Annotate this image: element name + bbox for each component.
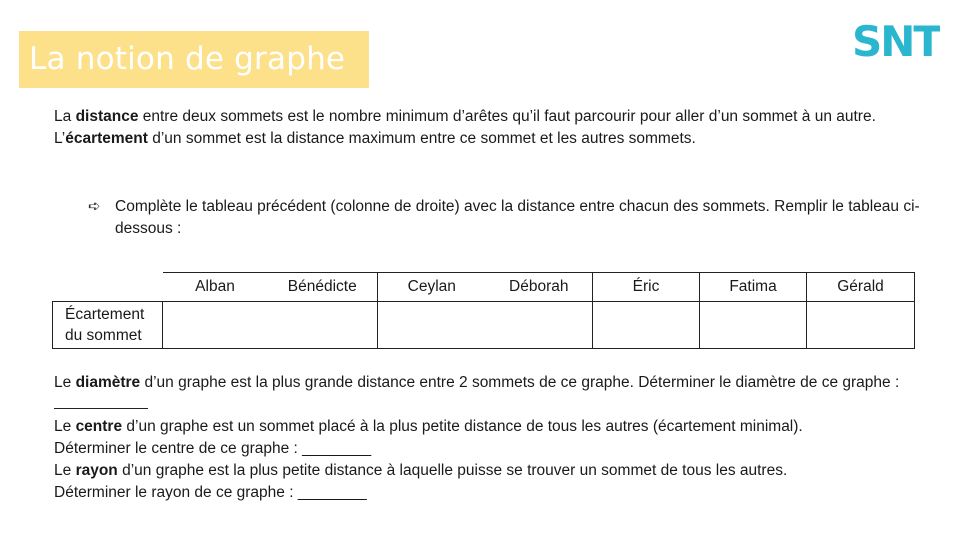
table-cell[interactable] [593, 302, 700, 349]
instruction-text: Complète le tableau précédent (colonne de droite) avec la distance entre chacun des sommets. Remplir le tableau ci-dessous : [115, 198, 920, 237]
col-header: Gérald [807, 273, 915, 302]
col-header: Bénédicte [268, 273, 378, 302]
table-header-row [53, 273, 915, 302]
col-header: Alban [163, 273, 268, 302]
questions-paragraph: Le diamètre d’un graphe est la plus grande distance entre 2 sommets de ce graphe. Déterminer le diamètre de ce graphe : Le centre d’un graphe est un sommet placé à la plus petite distance de tous les autres (écartement minimal). Déterminer le centre de ce graphe : ________ Le rayon d’un graphe est la plus petite distance à laquelle puisse se trouver un sommet de tous les autres. Déterminer le rayon de ce graphe : ________ [54, 374, 900, 501]
row-header: Écartement du sommet [53, 302, 163, 349]
definitions-paragraph: La distance entre deux sommets est le nombre minimum d’arêtes qu’il faut parcourir pour aller d’un sommet à un autre. L’écartement d’un sommet est la distance maximum entre ce sommet et les autres sommets. [54, 108, 876, 147]
table-corner [53, 273, 163, 302]
table-row [53, 302, 915, 349]
page-title: La notion de graphe [29, 41, 346, 77]
ecartement-term: écartement [65, 130, 148, 147]
rayon-term: rayon [75, 462, 118, 479]
centre-question: Déterminer le centre de ce graphe : ________ [54, 440, 372, 457]
col-header: Éric [593, 273, 700, 302]
col-header: Ceylan [378, 273, 486, 302]
arrow-right-icon: ➪ [88, 198, 101, 215]
distance-term: distance [75, 108, 139, 125]
table-cell[interactable] [163, 302, 378, 349]
table-cell[interactable] [807, 302, 915, 349]
snt-logo [852, 20, 940, 60]
table-cell[interactable] [378, 302, 593, 349]
logo-text: SNT [852, 20, 940, 60]
centre-term: centre [75, 418, 123, 435]
distance-table [52, 272, 915, 349]
rayon-question: Déterminer le rayon de ce graphe : ________ [54, 484, 367, 501]
col-header: Déborah [486, 273, 593, 302]
col-header: Fatima [700, 273, 807, 302]
title-banner [19, 31, 369, 88]
diametre-term: diamètre [75, 374, 141, 391]
answer-blank-diametre[interactable] [54, 394, 148, 409]
table-cell[interactable] [700, 302, 807, 349]
